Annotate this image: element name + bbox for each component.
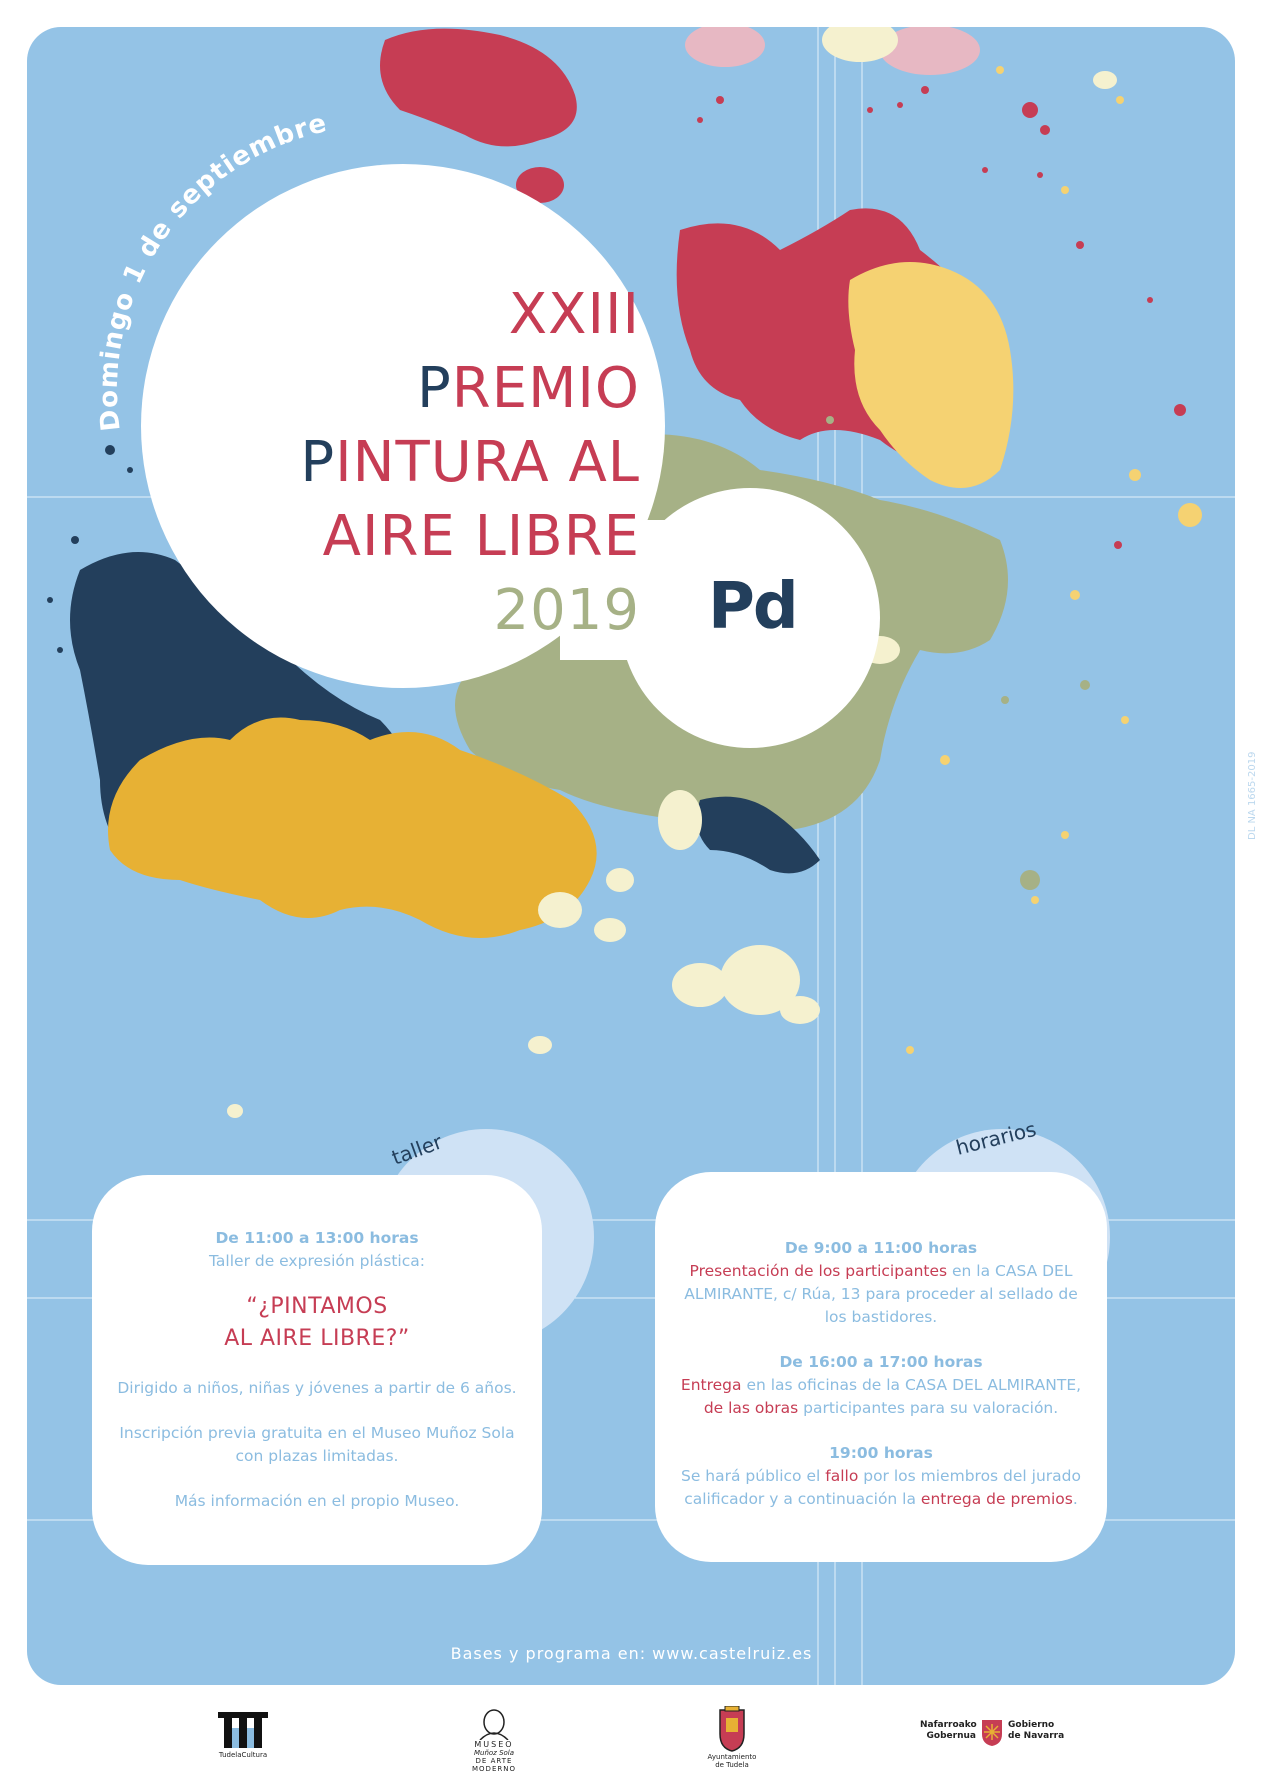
taller-headline-2: AL AIRE LIBRE?” [224,1326,410,1351]
footer-website: Bases y programa en: www.castelruiz.es [450,1644,813,1663]
sponsor-tudela-cultura [218,1712,268,1757]
museo-caption-4: MODERNO [472,1765,516,1773]
horarios-slot1-highlight: Presentación de los participantes [689,1262,948,1280]
taller-tab-label: taller [388,1129,446,1170]
horarios-slot3-text-d: . [1072,1490,1078,1508]
sponsor-museo-munoz-sola [466,1708,522,1778]
museo-caption-1: MUSEO [474,1740,514,1749]
title-edition: XXIII [508,282,640,347]
taller-audience: Dirigido a niños, niñas y jóvenes a partir de 6 años. [117,1379,517,1397]
horarios-slot3-text-b: por los miembros del jurado [858,1467,1081,1485]
horarios-slot2-text-b: participantes para su valoración. [798,1399,1059,1417]
legal-deposit-code: DL NA 1665-2019 [1247,751,1258,840]
title-year: 2019 [493,578,640,643]
horarios-slot1-text-b: ALMIRANTE, c/ Rúa, 13 para proceder al sellado de [684,1285,1078,1303]
title-initial-p1: P [417,356,452,421]
horarios-card [655,1172,1107,1562]
gobierno-eu-line-1: Nafarroako [920,1720,977,1730]
taller-subtitle: Taller de expresión plástica: [209,1252,425,1270]
horarios-slot3-highlight-2: entrega de premios [920,1490,1073,1508]
horarios-tab-label: horarios [953,1116,1039,1160]
horarios-slot1-text-c: los bastidores. [824,1308,938,1326]
taller-signup-1: Inscripción previa gratuita en el Museo Muñoz Sola [119,1424,515,1442]
pd-logo-mark: Pd [708,570,797,644]
taller-signup-2: con plazas limitadas. [235,1447,399,1465]
sponsor-ayuntamiento-tudela [707,1706,757,1776]
sponsor-gobierno-navarra [920,1716,1065,1756]
taller-card [92,1175,542,1565]
gobierno-es-line-2: de Navarra [1008,1731,1065,1741]
title-aire-libre: AIRE LIBRE [322,504,640,569]
horarios-slot2-highlight-1: Entrega [680,1376,742,1394]
horarios-slot3-highlight-1: fallo [825,1467,859,1485]
horarios-slot1-text-a: en la CASA DEL [947,1262,1073,1280]
taller-more-info: Más información en el propio Museo. [174,1492,460,1510]
horarios-slot2-text-a: en las oficinas de la CASA DEL ALMIRANTE, [741,1376,1082,1394]
museo-caption-3: DE ARTE [475,1757,513,1765]
museo-portrait-icon [466,1708,522,1740]
ayuntamiento-caption-1: Ayuntamiento [707,1753,757,1761]
date-arc-text: Domingo 1 de septiembre [93,108,331,433]
gobierno-es-line-1: Gobierno [1008,1720,1055,1730]
horarios-slot3-time: 19:00 horas [829,1444,933,1462]
title-initial-p2: P [300,430,336,495]
title-word-pintura: INTURA AL [335,430,640,495]
navarra-coat-of-arms-icon [980,1716,1004,1746]
taller-time: De 11:00 a 13:00 horas [215,1229,419,1247]
horarios-slot2-highlight-2: de las obras [703,1399,799,1417]
horarios-slot1-time: De 9:00 a 11:00 horas [784,1239,978,1257]
taller-headline-1: “¿PINTAMOS [246,1294,388,1319]
museo-caption-2: Muñoz Sola [473,1749,515,1757]
ayuntamiento-caption-2: de Tudela [715,1761,749,1769]
gobierno-eu-line-2: Gobernua [926,1731,976,1741]
horarios-slot2-time: De 16:00 a 17:00 horas [779,1353,983,1371]
tudela-cultura-caption: TudelaCultura [218,1751,268,1759]
ayuntamiento-shield-icon [707,1706,757,1752]
tudela-cultura-logo-icon [218,1712,268,1750]
title-word-premio: REMIO [451,356,640,421]
horarios-slot3-text-a: Se hará público el [681,1467,826,1485]
horarios-slot3-text-c: calificador y a continuación la [684,1490,921,1508]
